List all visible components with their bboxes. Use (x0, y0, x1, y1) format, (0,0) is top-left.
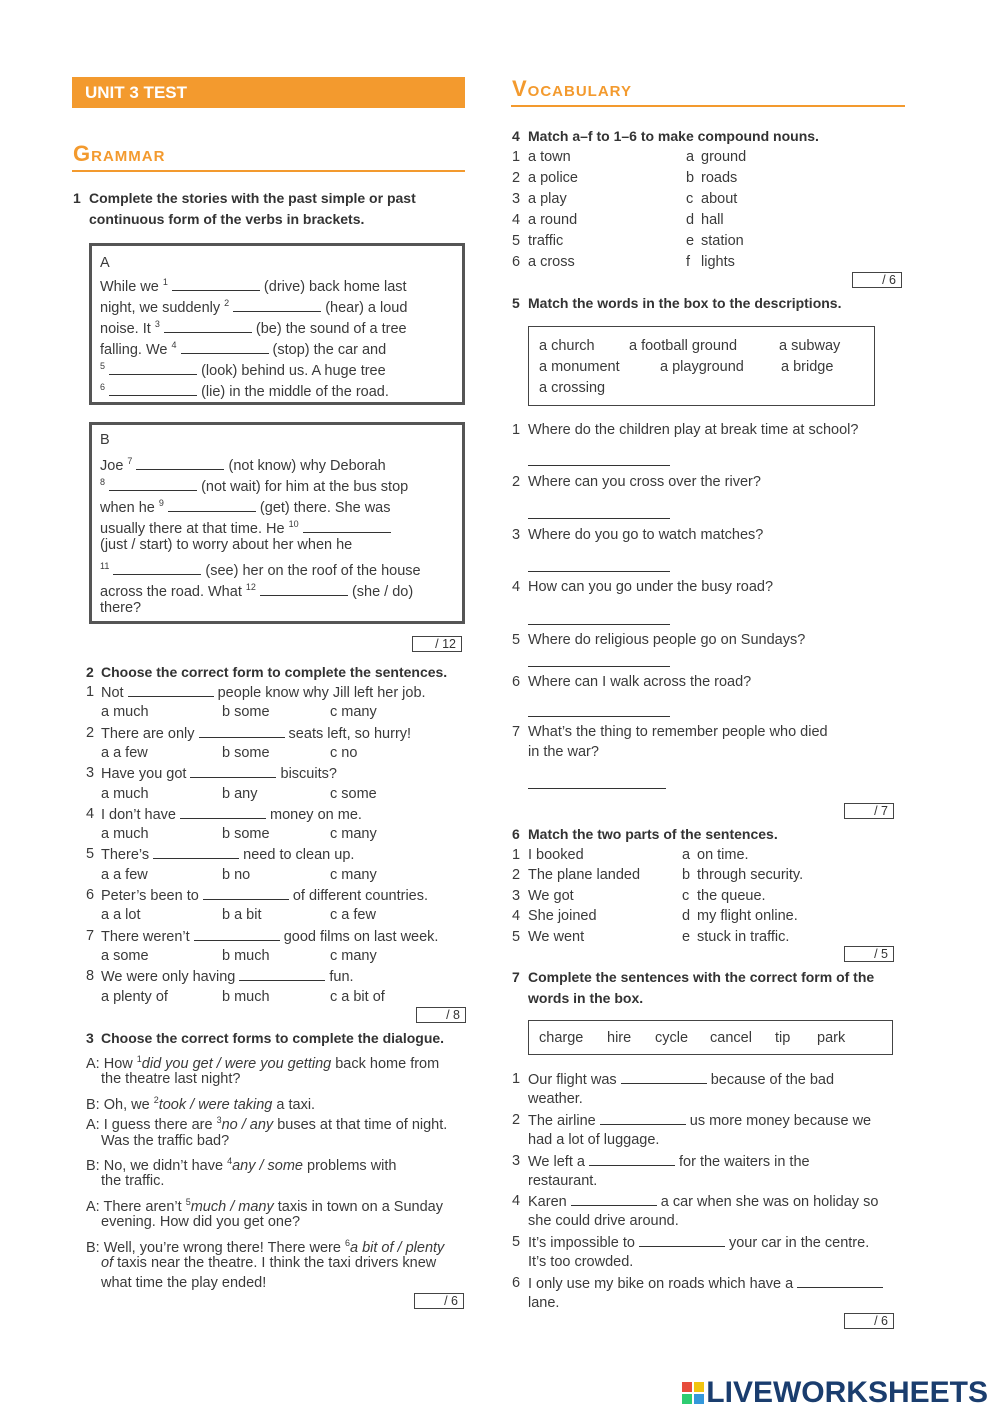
q7-box-word: hire (607, 1030, 632, 1046)
story-b-text: (not wait) for him at the bus stop (197, 478, 409, 495)
q7-sentence-end: a car when she was on holiday so (656, 1194, 879, 1211)
story-b-text: (see) her on the roof of the house (201, 562, 421, 579)
q5-number: 5 (512, 295, 520, 311)
q2-option[interactable]: a much (101, 704, 149, 721)
q3-text: Was the traffic bad? (101, 1132, 230, 1149)
q6-left-number: 2 (512, 867, 521, 884)
q7-item-sentence (528, 1273, 883, 1295)
answer-blank[interactable] (194, 926, 280, 941)
q2-item-sentence (101, 926, 438, 948)
q2-number: 2 (86, 664, 94, 680)
q6-instruction: Match the two parts of the sentences. (528, 826, 778, 842)
answer-line[interactable] (528, 788, 666, 789)
q2-item-number: 7 (86, 927, 95, 944)
q5-box-word: a church (539, 338, 595, 354)
q3-choice[interactable]: any / some (232, 1157, 303, 1174)
answer-line[interactable] (528, 716, 670, 717)
q3-dialogue-line (101, 1171, 164, 1192)
q2-item-number: 1 (86, 684, 95, 700)
q6-right-part: my flight online. (697, 908, 798, 925)
answer-blank[interactable] (589, 1151, 675, 1166)
q5-box-word: a crossing (539, 380, 606, 396)
story-b-text: across the road. What (100, 583, 246, 600)
q2-item-number: 2 (86, 724, 95, 741)
q4-score-box: / 6 (852, 272, 902, 288)
story-a-text: (drive) back home last (259, 278, 407, 295)
gap-number: 2 (224, 298, 230, 308)
q2-option[interactable]: b some (222, 744, 270, 761)
q6-left-part: The plane landed (528, 867, 641, 884)
q5-item-number: 5 (512, 632, 521, 648)
q6-number: 6 (512, 826, 520, 842)
q3-text: buses at that time of night. (273, 1117, 448, 1134)
story-b-text: (get) there. She was (255, 499, 391, 516)
q6-left-part: We got (528, 887, 574, 904)
q2-option[interactable]: c many (330, 947, 377, 964)
q2-option[interactable]: b no (222, 866, 251, 883)
answer-line[interactable] (528, 518, 670, 519)
q6-right-part: on time. (697, 847, 749, 863)
q2-option[interactable]: c many (330, 826, 377, 843)
q3-text: A: There aren’t (86, 1198, 186, 1215)
q3-dialogue-line (101, 1212, 300, 1233)
story-a-text: While we (100, 278, 163, 295)
story-b-line (100, 598, 141, 619)
story-b-text: when he (100, 499, 159, 516)
q6-left-number: 4 (512, 908, 521, 925)
q6-left-number: 5 (512, 928, 521, 945)
answer-blank[interactable] (571, 1191, 657, 1206)
q7-sentence-start: We left a (528, 1153, 589, 1170)
answer-blank[interactable] (109, 381, 197, 396)
q4-left-word: a round (528, 212, 578, 228)
q2-option[interactable]: b much (222, 988, 270, 1005)
q2-item-sentence (101, 966, 354, 988)
q2-option[interactable]: a plenty of (101, 988, 168, 1005)
q6-right-part: stuck in traffic. (697, 928, 790, 945)
q2-sentence-start: There’s (101, 847, 154, 864)
q4-left-number: 5 (512, 233, 521, 249)
q1-score-box: / 12 (412, 636, 462, 652)
q2-item-number: 8 (86, 968, 95, 985)
answer-blank[interactable] (181, 339, 269, 354)
q4-right-letter: b (686, 170, 695, 186)
q3-text: B: No, we didn’t have (86, 1157, 228, 1174)
q2-option[interactable]: a much (101, 826, 149, 843)
story-a-text: (be) the sound of a tree (251, 320, 407, 337)
q6-right-letter: b (682, 867, 691, 884)
q7-item-continuation: It’s too crowded. (528, 1254, 634, 1271)
story-b-text: (just / start) to worry about her when he (100, 537, 353, 553)
q7-item-sentence (528, 1151, 810, 1173)
q7-sentence-end: us more money because we (685, 1112, 872, 1129)
q3-choice[interactable]: did you get / were you getting (141, 1055, 332, 1072)
gap-number: 10 (288, 519, 299, 529)
q7-sentence-start: I only use my bike on roads which have a (528, 1276, 798, 1292)
q6-right-letter: e (682, 928, 691, 945)
q5-instruction: Match the words in the box to the descriptions. (528, 295, 842, 311)
q7-number: 7 (512, 969, 520, 985)
story-a-text: night, we suddenly (100, 299, 225, 316)
q2-sentence-end: money on me. (266, 806, 362, 823)
answer-blank[interactable] (109, 476, 197, 491)
q2-item-sentence (101, 723, 411, 745)
story-a-text: (hear) a loud (321, 299, 408, 316)
q7-sentence-end: for the waiters in the (674, 1153, 810, 1170)
q3-dialogue-line (101, 1131, 229, 1152)
story-b-label: B (100, 432, 110, 448)
q6-left-part: We went (528, 928, 585, 945)
q2-item-sentence (101, 804, 362, 826)
answer-blank[interactable] (260, 581, 348, 596)
liveworksheets-logo (682, 1376, 988, 1410)
q2-sentence-end: biscuits? (276, 766, 337, 783)
q2-option[interactable]: c many (330, 866, 377, 883)
answer-blank[interactable] (128, 682, 214, 697)
answer-blank[interactable] (190, 763, 276, 778)
q5-item-question: Where can you cross over the river? (528, 474, 761, 490)
q1-instruction-line: continuous form of the verbs in brackets. (89, 211, 365, 227)
q5-item-number: 1 (512, 422, 521, 438)
q2-item-number: 5 (86, 846, 95, 863)
q7-item-number: 6 (512, 1275, 521, 1291)
q2-sentence-end: seats left, so hurry! (284, 725, 412, 742)
q7-box-word: tip (775, 1030, 791, 1046)
q4-left-number: 3 (512, 191, 521, 207)
gap-number: 3 (154, 319, 160, 329)
gap-number: 6 (344, 1237, 350, 1248)
q6-right-letter: a (682, 847, 691, 863)
q3-text: evening. How did you get one? (101, 1214, 301, 1231)
answer-line[interactable] (528, 465, 670, 466)
q4-right-letter: e (686, 233, 695, 249)
q2-item-sentence (101, 885, 428, 907)
gap-number: 1 (136, 1054, 142, 1064)
q4-right-word: hall (701, 212, 724, 228)
q7-item-continuation: restaurant. (528, 1172, 598, 1189)
q3-text: taxis near the theatre. I think the taxi drivers knew (113, 1255, 437, 1271)
q4-right-word: station (701, 233, 744, 249)
q2-option[interactable]: b some (222, 826, 270, 843)
q7-box-word: charge (539, 1030, 584, 1046)
q7-instruction-line: Complete the sentences with the correct form of the (528, 969, 875, 985)
story-a-text: falling. We (100, 341, 172, 358)
q7-item-number: 4 (512, 1193, 521, 1210)
q3-choice[interactable]: much / many (190, 1198, 274, 1215)
q3-text: A: How (86, 1055, 137, 1072)
q5-item-question: What’s the thing to remember people who died (528, 724, 828, 740)
q6-right-part: through security. (697, 867, 804, 884)
q2-option[interactable]: b some (222, 704, 270, 721)
story-a-text: (lie) in the middle of the road. (197, 383, 389, 400)
q2-item-sentence (101, 682, 426, 704)
q4-left-number: 1 (512, 149, 521, 165)
q7-item-number: 1 (512, 1071, 521, 1087)
q2-sentence-end: need to clean up. (239, 847, 355, 864)
q7-item-number: 3 (512, 1152, 521, 1169)
answer-blank[interactable] (164, 318, 252, 333)
q2-item-number: 3 (86, 765, 95, 782)
story-b-text: (she / do) (347, 583, 414, 600)
q2-sentence-end: fun. (325, 969, 354, 986)
q3-score-box: / 6 (414, 1293, 464, 1309)
q4-left-number: 4 (512, 212, 521, 228)
story-b-text: (not know) why Deborah (224, 457, 386, 474)
q2-option[interactable]: a much (101, 785, 149, 802)
story-a-text: noise. It (100, 320, 155, 337)
q3-text: a taxi. (272, 1096, 316, 1113)
q4-number: 4 (512, 128, 520, 144)
story-b-text: Joe (100, 457, 128, 474)
q4-right-letter: c (686, 191, 694, 207)
q5-item-question: Where do the children play at break time at school? (528, 422, 859, 438)
story-a-label: A (100, 255, 110, 271)
q2-sentence-end: people know why Jill left her job. (213, 685, 426, 701)
story-a-text: (stop) the car and (268, 341, 387, 358)
q3-number: 3 (86, 1030, 94, 1046)
answer-line[interactable] (528, 624, 670, 625)
q7-instruction-line: words in the box. (528, 990, 644, 1006)
q7-item-sentence (528, 1110, 871, 1132)
story-b-line (100, 577, 413, 603)
q4-left-number: 2 (512, 170, 521, 186)
q3-dialogue-line (101, 1253, 436, 1274)
q6-right-letter: c (682, 887, 690, 904)
q7-sentence-end: your car in the centre. (724, 1235, 870, 1252)
q5-item-number: 6 (512, 674, 521, 690)
q7-item-sentence (528, 1191, 878, 1213)
q5-box-word: a subway (779, 338, 841, 354)
answer-line[interactable] (528, 666, 670, 667)
q5-item-number: 7 (512, 724, 521, 740)
gap-number: 5 (185, 1196, 191, 1207)
answer-blank[interactable] (239, 966, 325, 981)
q1-number: 1 (73, 190, 81, 206)
q5-score-box: / 7 (844, 803, 894, 819)
q2-sentence-start: There are only (101, 725, 199, 742)
q3-text: problems with (303, 1157, 397, 1174)
gap-number: 5 (100, 361, 106, 371)
answer-blank[interactable] (621, 1069, 707, 1084)
answer-blank[interactable] (168, 497, 256, 512)
q5-item-question: Where do you go to watch matches? (528, 527, 764, 543)
gap-number: 3 (216, 1115, 222, 1126)
q4-right-word: lights (701, 254, 735, 270)
q3-choice[interactable]: of (101, 1255, 114, 1271)
q2-instruction: Choose the correct form to complete the sentences. (101, 664, 448, 680)
q5-item-question: Where can I walk across the road? (528, 674, 752, 690)
q3-choice[interactable]: no / any (221, 1117, 274, 1134)
q4-right-letter: f (686, 254, 691, 270)
q5-item-question: in the war? (528, 744, 599, 760)
gap-number: 4 (171, 340, 177, 350)
q3-text: the theatre last night? (101, 1071, 241, 1088)
q3-text: B: Oh, we (86, 1096, 154, 1113)
q4-right-word: ground (701, 149, 747, 165)
logo-mark-icon (682, 1382, 704, 1404)
q7-box-word: cycle (655, 1030, 689, 1046)
q2-option[interactable]: a a few (101, 866, 148, 883)
q2-sentence-start: There weren’t (101, 928, 194, 945)
q7-item-continuation: lane. (528, 1295, 560, 1311)
q2-option[interactable]: b much (222, 947, 270, 964)
q7-item-continuation: she could drive around. (528, 1213, 679, 1230)
q2-option[interactable]: b a bit (222, 907, 262, 924)
q7-box-word: cancel (710, 1030, 752, 1046)
q2-option[interactable]: b any (222, 785, 258, 802)
q6-left-number: 3 (512, 887, 521, 904)
answer-blank[interactable] (113, 560, 201, 575)
story-a-text: (look) behind us. A huge tree (197, 362, 386, 379)
q3-text: taxis in town on a Sunday (273, 1198, 443, 1215)
q6-left-number: 1 (512, 847, 521, 863)
q5-box-word: a monument (539, 359, 620, 375)
q7-instruction (528, 967, 874, 1009)
answer-line[interactable] (528, 571, 670, 572)
q5-item-question: How can you go under the busy road? (528, 579, 774, 595)
q2-sentence-end: of different countries. (288, 888, 429, 904)
vocabulary-rule (511, 105, 905, 107)
q2-item-number: 4 (86, 805, 95, 822)
q2-option[interactable]: c a few (330, 907, 376, 924)
q7-sentence-start: It’s impossible to (528, 1235, 639, 1252)
story-b-text: usually there at that time. He (100, 520, 289, 537)
unit-title-bar: UNIT 3 TEST (72, 77, 465, 108)
q7-item-sentence (528, 1069, 834, 1091)
q7-sentence-start: The airline (528, 1112, 600, 1129)
answer-blank[interactable] (303, 518, 391, 533)
gap-number: 8 (100, 477, 106, 487)
gap-number: 6 (100, 382, 106, 392)
q3-dialogue-line (101, 1069, 240, 1090)
q5-item-question: Where do religious people go on Sundays? (528, 632, 806, 648)
q4-right-word: about (701, 191, 738, 207)
gap-number: 2 (153, 1094, 159, 1105)
q2-item-sentence (101, 763, 337, 785)
q2-option[interactable]: c no (330, 744, 358, 761)
q6-right-part: the queue. (697, 887, 766, 904)
q5-item-number: 2 (512, 474, 521, 490)
q1-instruction (89, 188, 416, 230)
grammar-rule (72, 170, 465, 172)
q1-instruction-line: Complete the stories with the past simple or past (89, 190, 416, 206)
story-a-line (100, 377, 389, 403)
q5-item-number: 4 (512, 579, 521, 595)
vocabulary-heading: Vocabulary (512, 76, 632, 101)
q2-sentence-start: Have you got (101, 766, 191, 783)
q3-text: what time the play ended! (101, 1275, 267, 1292)
q2-option[interactable]: c many (330, 704, 377, 721)
q4-instruction: Match a–f to 1–6 to make compound nouns. (528, 128, 819, 144)
q4-left-word: a play (528, 191, 567, 207)
q2-option[interactable]: a a lot (101, 907, 141, 924)
q4-left-word: a police (528, 170, 578, 186)
q2-option[interactable]: a some (101, 947, 149, 964)
q4-right-letter: a (686, 149, 695, 165)
q4-right-word: roads (701, 170, 738, 186)
q2-option[interactable]: a a few (101, 744, 148, 761)
q2-sentence-end: good films on last week. (279, 928, 439, 945)
q6-right-letter: d (682, 908, 691, 925)
answer-blank[interactable] (203, 885, 289, 900)
q4-right-letter: d (686, 212, 695, 228)
q2-sentence-start: Peter’s been to (101, 888, 203, 904)
answer-blank[interactable] (797, 1273, 883, 1288)
q2-option[interactable]: c some (330, 785, 377, 802)
q2-item-number: 6 (86, 887, 95, 903)
answer-blank[interactable] (600, 1110, 686, 1125)
q2-sentence-start: I don’t have (101, 806, 180, 823)
q7-box-word: park (817, 1030, 846, 1046)
q2-item-sentence (101, 844, 354, 866)
q7-sentence-start: Karen (528, 1194, 571, 1211)
answer-blank[interactable] (180, 804, 266, 819)
q2-sentence-start: Not (101, 685, 128, 701)
q2-option[interactable]: c a bit of (330, 988, 385, 1005)
answer-blank[interactable] (109, 360, 197, 375)
q7-sentence-end: because of the bad (706, 1072, 835, 1088)
gap-number: 1 (162, 277, 168, 287)
q7-item-number: 5 (512, 1234, 521, 1251)
answer-blank[interactable] (639, 1232, 725, 1247)
q3-choice[interactable]: a bit of / plenty (349, 1239, 445, 1256)
q3-text: B: Well, you’re wrong there! There were (86, 1239, 345, 1256)
q4-left-number: 6 (512, 254, 521, 270)
q2-score-box: / 8 (416, 1007, 466, 1023)
q4-left-word: a town (528, 149, 571, 165)
q3-instruction: Choose the correct forms to complete the dialogue. (101, 1030, 445, 1046)
q6-left-part: I booked (528, 847, 584, 863)
q2-sentence-start: We were only having (101, 969, 240, 986)
q3-text: back home from (331, 1055, 440, 1072)
q4-left-word: a cross (528, 254, 575, 270)
grammar-heading: Grammar (73, 141, 166, 166)
answer-blank[interactable] (233, 297, 321, 312)
answer-blank[interactable] (172, 276, 260, 291)
q7-item-continuation: weather. (528, 1091, 583, 1107)
q7-item-number: 2 (512, 1111, 521, 1128)
q5-box-word: a playground (660, 359, 744, 375)
q3-dialogue-line (101, 1273, 266, 1294)
answer-blank[interactable] (136, 455, 224, 470)
q3-text: A: I guess there are (86, 1117, 217, 1134)
gap-number: 7 (127, 456, 133, 466)
q4-left-word: traffic (528, 233, 564, 249)
q5-item-number: 3 (512, 527, 521, 543)
gap-number: 11 (100, 561, 110, 571)
q7-item-sentence (528, 1232, 869, 1254)
story-b-line (100, 535, 352, 556)
answer-blank[interactable] (199, 723, 285, 738)
logo-text: LIVEWORKSHEETS (706, 1376, 988, 1409)
q7-score-box: / 6 (844, 1313, 894, 1329)
q6-score-box: / 5 (844, 946, 894, 962)
answer-blank[interactable] (153, 844, 239, 859)
q7-item-continuation: had a lot of luggage. (528, 1131, 660, 1148)
q7-sentence-start: Our flight was (528, 1072, 621, 1088)
q3-choice[interactable]: took / were taking (158, 1096, 273, 1113)
gap-number: 12 (245, 582, 256, 592)
q5-box-word: a bridge (781, 359, 834, 375)
gap-number: 4 (227, 1156, 233, 1166)
q5-box-word: a football ground (629, 338, 738, 354)
q6-left-part: She joined (528, 908, 597, 925)
story-b-text: there? (100, 600, 142, 616)
gap-number: 9 (158, 498, 164, 508)
q3-text: the traffic. (101, 1173, 165, 1190)
